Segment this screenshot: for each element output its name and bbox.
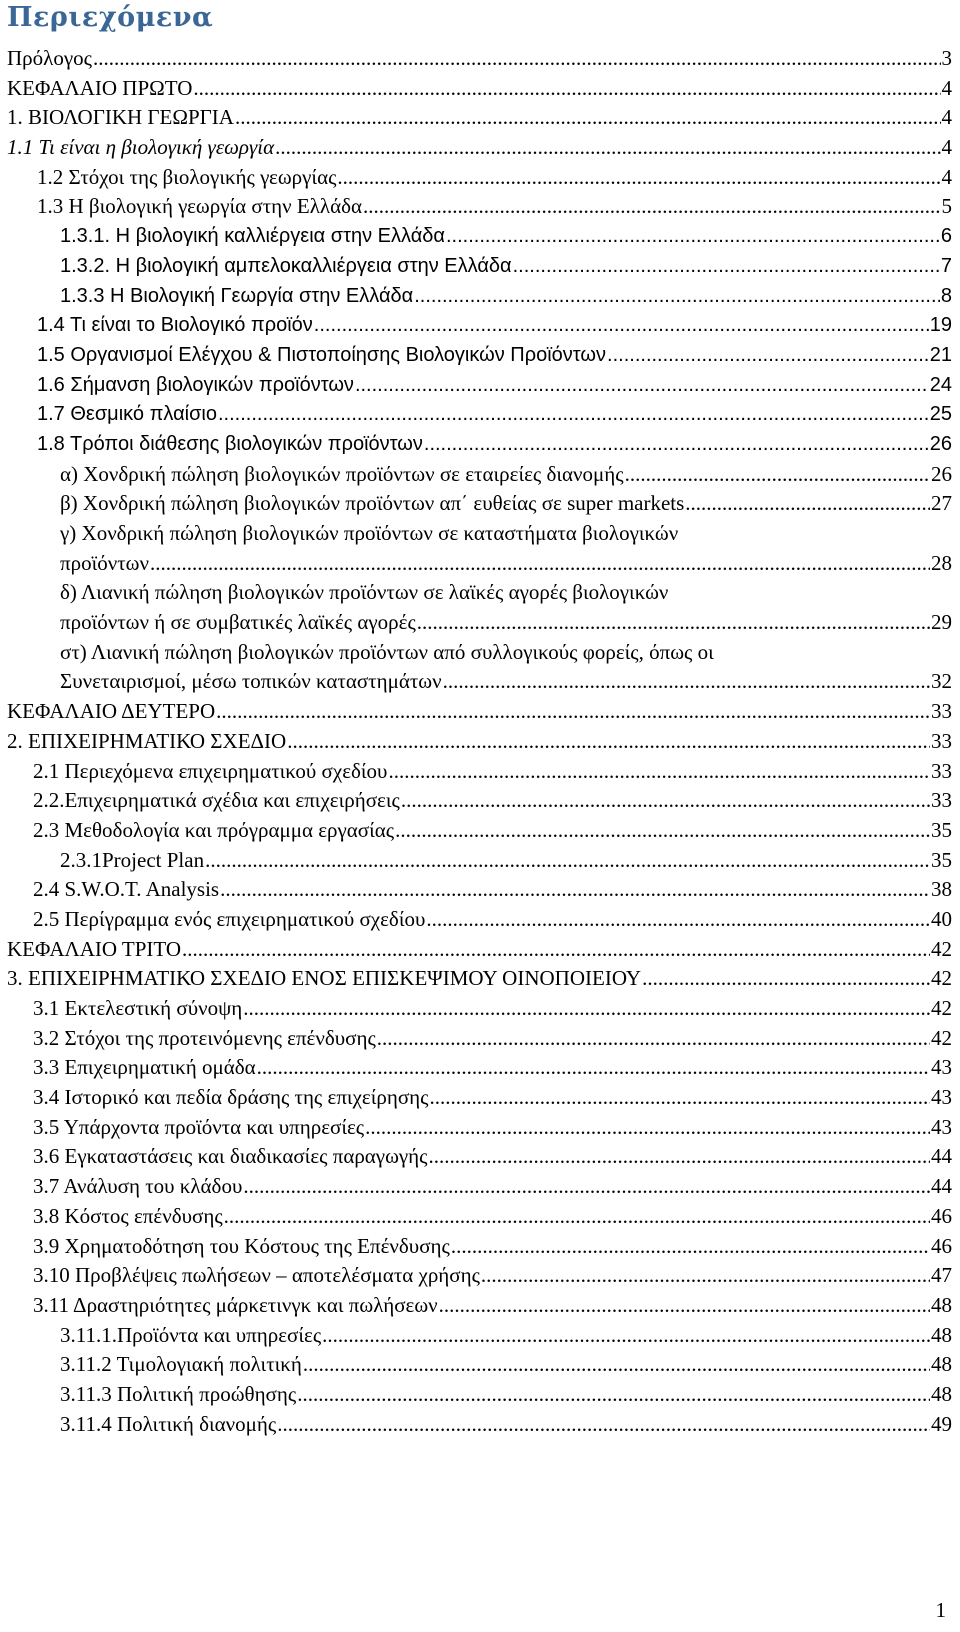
toc-entry[interactable] [0, 1172, 960, 1202]
toc-entry[interactable] [0, 667, 960, 697]
toc-entry[interactable] [0, 400, 960, 430]
dot-leader [446, 222, 940, 252]
toc-entry-page: 25 [929, 403, 952, 426]
toc-entry-title: ΚΕΦΑΛΑΙΟ ΤΡΙΤΟ [7, 936, 182, 961]
dot-leader [218, 400, 929, 430]
toc-entry-page: 43 [931, 1055, 952, 1080]
toc-entry-page: 48 [931, 1322, 952, 1347]
toc-entry-page: 43 [931, 1114, 952, 1139]
toc-entry[interactable] [0, 163, 960, 193]
toc-entry-title: 3.11 Δραστηριότητες μάρκετινγκ και πωλήσεων [33, 1292, 438, 1317]
toc-entry[interactable] [0, 489, 960, 519]
toc-entry-page: 5 [941, 194, 952, 219]
toc-entry-page: 28 [931, 550, 952, 575]
toc-entry[interactable] [0, 964, 960, 994]
toc-entry[interactable] [0, 549, 960, 579]
toc-entry-title: γ) Χονδρική πώληση βιολογικών προϊόντων σε καταστήματα βιολογικών [60, 521, 679, 545]
dot-leader [224, 1202, 930, 1232]
toc-entry-title: 3.8 Κόστος επένδυσης [33, 1203, 223, 1228]
toc-entry-title: Πρόλογος [7, 46, 92, 70]
dot-leader [451, 1232, 930, 1262]
toc-entry[interactable] [0, 341, 960, 371]
dot-leader [607, 341, 929, 371]
toc-entry-title: 1.6 Σήμανση βιολογικών προϊόντων [37, 373, 354, 396]
toc-entry-title: 3.11.3 Πολιτική προώθησης [60, 1381, 297, 1406]
toc-entry[interactable] [0, 786, 960, 816]
dot-leader [314, 311, 929, 341]
toc-entry-title: 2.3.1Project Plan [60, 847, 205, 872]
toc-entry-page: 33 [931, 758, 952, 783]
toc-entry[interactable] [0, 460, 960, 490]
dot-leader [220, 875, 930, 905]
toc-entry-title: 3.5 Υπάρχοντα προϊόντα και υπηρεσίες [33, 1114, 365, 1139]
toc-entry-page: 42 [931, 966, 952, 991]
toc-entry-title: 3.9 Χρηματοδότηση του Κόστους της Επένδυσης [33, 1233, 450, 1258]
dot-leader [337, 163, 940, 193]
dot-leader [150, 549, 930, 579]
toc-entry[interactable] [0, 252, 960, 282]
toc-entry-page: 4 [941, 75, 952, 100]
toc-entry-page: 3 [941, 46, 952, 70]
dot-leader [429, 1083, 930, 1113]
toc-entry-title: 3.1 Εκτελεστική σύνοψη [33, 996, 243, 1020]
toc-entry-page: 27 [931, 491, 952, 516]
toc-entry-title: δ) Λιανική πώληση βιολογικών προϊόντων σε λαϊκές αγορές βιολογικών [60, 580, 669, 605]
dot-leader [303, 1350, 930, 1380]
toc-entry-title: 1.2 Στόχοι της βιολογικής γεωργίας [37, 164, 337, 189]
toc-entry[interactable] [0, 638, 960, 668]
toc-entry[interactable] [0, 1291, 960, 1321]
toc-entry-title: 1.8 Τρόποι διάθεσης βιολογικών προϊόντων [37, 432, 423, 455]
toc-entry-title: ΚΕΦΑΛΑΙΟ ΔΕΥΤΕΡΟ [7, 699, 216, 724]
toc-entry-page: 48 [931, 1381, 952, 1406]
toc-entry[interactable] [0, 1410, 960, 1440]
dot-leader [277, 1410, 930, 1440]
toc-entry-page: 44 [931, 1144, 952, 1169]
toc-entry-page: 4 [941, 105, 952, 130]
toc-entry[interactable] [0, 935, 960, 965]
toc-entry-title: 3. ΕΠΙΧΕΙΡΗΜΑΤΙΚΟ ΣΧΕΔΙΟ ΕΝΟΣ ΕΠΙΣΚΕΨΙΜΟΥ ΟΙΝΟΠΟΙΕΙΟΥ [7, 966, 642, 991]
toc-entry-page: 43 [931, 1085, 952, 1110]
toc-entry[interactable] [0, 430, 960, 460]
toc-entry[interactable] [0, 371, 960, 401]
toc-entry-page: 7 [940, 254, 952, 277]
toc-entry-page: 19 [929, 314, 952, 337]
dot-leader [287, 727, 930, 757]
toc-entry-title: 1. ΒΙΟΛΟΓΙΚΗ ΓΕΩΡΓΙΑ [7, 105, 234, 130]
toc-entry[interactable] [0, 1232, 960, 1262]
dot-leader [443, 667, 930, 697]
toc-entry[interactable] [0, 222, 960, 252]
toc-entry-title: 2.5 Περίγραμμα ενός επιχειρηματικού σχεδίου [33, 906, 426, 931]
toc-entry-title: Συνεταιρισμοί, μέσω τοπικών καταστημάτων [60, 669, 442, 694]
toc-entry-title: 2.1 Περιεχόμενα επιχειρηματικού σχεδίου [33, 758, 388, 783]
toc-entry[interactable] [0, 519, 960, 549]
dot-leader [243, 1172, 930, 1202]
toc-entry-title: 2.2.Επιχειρηματικά σχέδια και επιχειρήσεις [33, 788, 400, 813]
dot-leader [685, 489, 930, 519]
dot-leader [642, 964, 930, 994]
dot-leader [513, 252, 940, 282]
toc-list [0, 44, 960, 1439]
toc-entry-page: 44 [931, 1174, 952, 1199]
toc-entry-page: 42 [931, 936, 952, 961]
toc-entry[interactable] [0, 816, 960, 846]
dot-leader [401, 786, 930, 816]
toc-entry[interactable] [0, 103, 960, 133]
toc-entry-title: στ) Λιανική πώληση βιολογικών προϊόντων από συλλογικούς φορείς, όπως οι [60, 639, 714, 664]
toc-entry-page: 6 [940, 225, 952, 248]
dot-leader [355, 371, 929, 401]
toc-entry[interactable] [0, 608, 960, 638]
toc-entry-page: 40 [931, 906, 952, 931]
dot-leader [424, 430, 929, 460]
toc-entry-title: 1.7 Θεσμικό πλαίσιο [37, 403, 217, 426]
toc-entry-page: 38 [931, 877, 952, 902]
toc-entry[interactable] [0, 282, 960, 312]
dot-leader [322, 1321, 930, 1351]
toc-entry-page: 35 [931, 817, 952, 842]
toc-entry-title: 3.11.2 Τιμολογιακή πολιτική [60, 1352, 302, 1377]
dot-leader [417, 608, 930, 638]
toc-entry-title: 3.10 Προβλέψεις πωλήσεων – αποτελέσματα χρήσης [33, 1263, 480, 1288]
dot-leader [625, 460, 930, 490]
toc-entry[interactable] [0, 875, 960, 905]
toc-entry[interactable] [0, 1083, 960, 1113]
dot-leader [388, 757, 930, 787]
toc-entry-page: 32 [931, 669, 952, 694]
toc-entry-title: προϊόντων [60, 550, 149, 575]
dot-leader [297, 1380, 930, 1410]
toc-entry[interactable] [0, 74, 960, 104]
toc-entry[interactable] [0, 905, 960, 935]
toc-entry-title: 1.3.2. Η βιολογική αμπελοκαλλιέργεια στην Ελλάδα [60, 254, 512, 277]
toc-entry[interactable] [0, 1113, 960, 1143]
dot-leader [363, 192, 941, 222]
dot-leader [257, 1053, 930, 1083]
toc-entry-title: 2.3 Μεθοδολογία και πρόγραμμα εργασίας [33, 817, 395, 842]
dot-leader [93, 44, 941, 74]
toc-entry-title: β) Χονδρική πώληση βιολογικών προϊόντων απ΄ ευθείας σε super markets [60, 491, 685, 516]
toc-entry-title: 3.3 Επιχειρηματική ομάδα [33, 1055, 256, 1080]
toc-entry-page: 46 [931, 1233, 952, 1258]
toc-entry-title: α) Χονδρική πώληση βιολογικών προϊόντων σε εταιρείες διανομής [60, 461, 624, 486]
toc-entry[interactable] [0, 1142, 960, 1172]
toc-entry-page: 26 [929, 432, 952, 455]
dot-leader [395, 816, 930, 846]
toc-entry-title: 1.5 Οργανισμοί Ελέγχου & Πιστοποίησης Βιολογικών Προϊόντων [37, 343, 607, 366]
toc-entry-title: 2.4 S.W.O.T. Analysis [33, 877, 220, 902]
toc-entry-page: 33 [931, 699, 952, 724]
toc-entry-page: 24 [929, 373, 952, 396]
toc-entry-page: 8 [940, 284, 952, 307]
toc-entry-page: 42 [931, 1025, 952, 1050]
dot-leader [216, 697, 930, 727]
toc-entry-page: 26 [931, 461, 952, 486]
dot-leader [235, 103, 941, 133]
toc-entry[interactable] [0, 1024, 960, 1054]
dot-leader [365, 1113, 930, 1143]
toc-heading: Περιεχόμενα [7, 2, 214, 33]
toc-entry[interactable] [0, 1380, 960, 1410]
toc-entry[interactable] [0, 1350, 960, 1380]
toc-entry-page: 49 [931, 1411, 952, 1436]
dot-leader [205, 846, 930, 876]
toc-entry[interactable] [0, 44, 960, 74]
toc-entry-title: προϊόντων ή σε συμβατικές λαϊκές αγορές [60, 610, 416, 635]
toc-entry-page: 48 [931, 1292, 952, 1317]
toc-entry-title: 3.4 Ιστορικό και πεδία δράσης της επιχείρησης [33, 1085, 429, 1110]
toc-entry[interactable] [0, 1202, 960, 1232]
toc-entry-title: 3.7 Ανάλυση του κλάδου [33, 1174, 243, 1199]
toc-entry-page: 4 [941, 135, 952, 160]
dot-leader [275, 133, 940, 163]
toc-entry[interactable] [0, 133, 960, 163]
toc-entry-title: 3.11.4 Πολιτική διανομής [60, 1411, 277, 1436]
toc-entry[interactable] [0, 757, 960, 787]
dot-leader [481, 1261, 930, 1291]
toc-entry-title: 1.3.3 Η Βιολογική Γεωργία στην Ελλάδα [60, 284, 414, 307]
toc-entry[interactable] [0, 578, 960, 608]
dot-leader [243, 994, 930, 1024]
toc-entry-page: 42 [931, 996, 952, 1020]
toc-entry-title: 1.3 Η βιολογική γεωργία στην Ελλάδα [37, 194, 362, 219]
toc-entry-page: 46 [931, 1203, 952, 1228]
toc-entry[interactable] [0, 697, 960, 727]
toc-entry[interactable] [0, 846, 960, 876]
toc-entry-title: 1.1 Τι είναι η βιολογική γεωργία [7, 135, 275, 160]
toc-entry[interactable] [0, 311, 960, 341]
toc-entry-page: 33 [931, 788, 952, 813]
toc-entry[interactable] [0, 1261, 960, 1291]
dot-leader [377, 1024, 930, 1054]
toc-entry[interactable] [0, 1053, 960, 1083]
toc-entry-title: 3.6 Εγκαταστάσεις και διαδικασίες παραγωγής [33, 1144, 428, 1169]
toc-entry[interactable] [0, 994, 960, 1024]
dot-leader [182, 935, 930, 965]
toc-entry[interactable] [0, 1321, 960, 1351]
toc-entry-title: 3.2 Στόχοι της προτεινόμενης επένδυσης [33, 1025, 376, 1050]
dot-leader [426, 905, 930, 935]
dot-leader [414, 282, 940, 312]
toc-entry-page: 48 [931, 1352, 952, 1377]
toc-entry-title: ΚΕΦΑΛΑΙΟ ΠΡΩΤΟ [7, 75, 193, 100]
toc-entry-title: 2. ΕΠΙΧΕΙΡΗΜΑΤΙΚΟ ΣΧΕΔΙΟ [7, 728, 287, 753]
toc-entry-page: 4 [941, 164, 952, 189]
dot-leader [428, 1142, 930, 1172]
toc-entry-page: 29 [931, 610, 952, 635]
toc-entry[interactable] [0, 727, 960, 757]
dot-leader [193, 74, 940, 104]
dot-leader [439, 1291, 930, 1321]
toc-entry-title: 1.3.1. Η βιολογική καλλιέργεια στην Ελλάδα [60, 225, 445, 248]
toc-entry-title: 3.11.1.Προϊόντα και υπηρεσίες [60, 1322, 322, 1347]
toc-entry[interactable] [0, 192, 960, 222]
toc-entry-title: 1.4 Τι είναι το Βιολογικό προϊόν [37, 314, 313, 337]
toc-entry-page: 47 [931, 1263, 952, 1288]
page-number: 1 [935, 1598, 946, 1622]
toc-entry-page: 33 [931, 728, 952, 753]
toc-entry-page: 21 [929, 343, 952, 366]
toc-entry-page: 35 [931, 847, 952, 872]
